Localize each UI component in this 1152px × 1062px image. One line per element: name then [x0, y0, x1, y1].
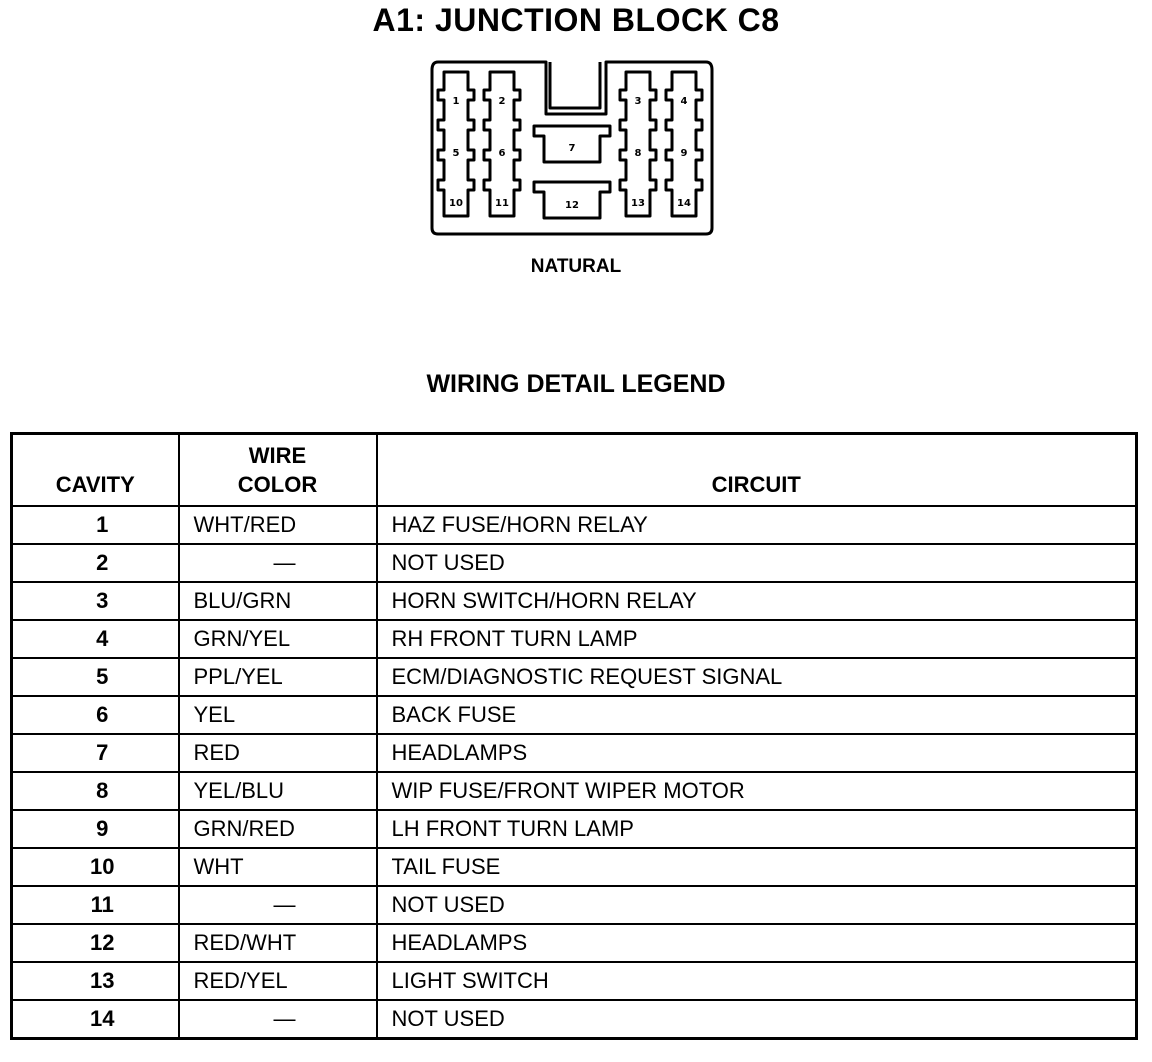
circuit-cell: WIP FUSE/FRONT WIPER MOTOR	[377, 772, 1137, 810]
cavity-label-7: 7	[568, 143, 576, 154]
legend-body	[12, 506, 1137, 1039]
cavity-cell: 5	[12, 658, 179, 696]
terminal-column-left-1	[438, 72, 474, 216]
legend-row	[12, 1000, 1137, 1039]
cavity-label-11: 11	[495, 198, 509, 209]
legend-row	[12, 620, 1137, 658]
connector-center-key	[550, 62, 600, 108]
circuit-cell: HORN SWITCH/HORN RELAY	[377, 582, 1137, 620]
wire-color-cell: RED	[179, 734, 377, 772]
circuit-cell: NOT USED	[377, 886, 1137, 924]
circuit-cell: BACK FUSE	[377, 696, 1137, 734]
wire-color-cell: GRN/RED	[179, 810, 377, 848]
circuit-cell: NOT USED	[377, 544, 1137, 582]
cavity-cell: 9	[12, 810, 179, 848]
cavity-cell: 13	[12, 962, 179, 1000]
legend-row	[12, 506, 1137, 544]
cavity-cell: 4	[12, 620, 179, 658]
wire-color-cell: YEL/BLU	[179, 772, 377, 810]
header-circuit: CIRCUIT	[377, 434, 1137, 507]
circuit-cell: ECM/DIAGNOSTIC REQUEST SIGNAL	[377, 658, 1137, 696]
wire-color-cell: —	[179, 886, 377, 924]
legend-row	[12, 658, 1137, 696]
wire-color-cell: WHT	[179, 848, 377, 886]
cavity-cell: 1	[12, 506, 179, 544]
wire-color-cell: YEL	[179, 696, 377, 734]
header-cavity: CAVITY	[12, 434, 179, 507]
cavity-label-13: 13	[631, 198, 645, 209]
circuit-cell: LH FRONT TURN LAMP	[377, 810, 1137, 848]
legend-row	[12, 544, 1137, 582]
cavity-label-3: 3	[634, 96, 642, 107]
legend-row	[12, 924, 1137, 962]
wire-color-cell: BLU/GRN	[179, 582, 377, 620]
terminal-column-left-2	[484, 72, 520, 216]
connector-color-label: NATURAL	[530, 256, 622, 277]
cavity-label-14: 14	[677, 198, 691, 209]
legend-row	[12, 772, 1137, 810]
legend-header-row	[12, 434, 1137, 507]
header-wire-color: WIRE COLOR	[179, 434, 377, 507]
junction-block-connector-illustration	[428, 56, 716, 240]
circuit-cell: TAIL FUSE	[377, 848, 1137, 886]
circuit-cell: RH FRONT TURN LAMP	[377, 620, 1137, 658]
legend-row	[12, 582, 1137, 620]
legend-row	[12, 810, 1137, 848]
legend-row	[12, 734, 1137, 772]
wire-color-cell: RED/YEL	[179, 962, 377, 1000]
cavity-cell: 10	[12, 848, 179, 886]
cavity-label-12: 12	[565, 200, 579, 211]
cavity-label-8: 8	[634, 148, 642, 159]
legend-row	[12, 696, 1137, 734]
wiring-legend-table	[10, 432, 1138, 1040]
legend-title: WIRING DETAIL LEGEND	[426, 370, 726, 398]
wire-color-cell: GRN/YEL	[179, 620, 377, 658]
cavity-label-2: 2	[498, 96, 506, 107]
wire-color-cell: PPL/YEL	[179, 658, 377, 696]
cavity-label-4: 4	[680, 96, 688, 107]
cavity-cell: 2	[12, 544, 179, 582]
legend-row	[12, 962, 1137, 1000]
legend-row	[12, 848, 1137, 886]
cavity-cell: 3	[12, 582, 179, 620]
wire-color-cell: WHT/RED	[179, 506, 377, 544]
cavity-cell: 11	[12, 886, 179, 924]
circuit-cell: HEADLAMPS	[377, 924, 1137, 962]
wire-color-cell: —	[179, 1000, 377, 1039]
cavity-cell: 8	[12, 772, 179, 810]
terminal-column-right-2	[666, 72, 702, 216]
cavity-cell: 14	[12, 1000, 179, 1039]
diagram-title: A1: JUNCTION BLOCK C8	[372, 2, 780, 38]
cavity-label-9: 9	[680, 148, 688, 159]
circuit-cell: HEADLAMPS	[377, 734, 1137, 772]
cavity-cell: 6	[12, 696, 179, 734]
cavity-label-5: 5	[452, 148, 460, 159]
cavity-label-10: 10	[449, 198, 463, 209]
wire-color-cell: —	[179, 544, 377, 582]
terminal-column-right-1	[620, 72, 656, 216]
circuit-cell: HAZ FUSE/HORN RELAY	[377, 506, 1137, 544]
cavity-cell: 7	[12, 734, 179, 772]
legend-row	[12, 886, 1137, 924]
cavity-cell: 12	[12, 924, 179, 962]
wire-color-cell: RED/WHT	[179, 924, 377, 962]
circuit-cell: NOT USED	[377, 1000, 1137, 1039]
cavity-label-6: 6	[498, 148, 506, 159]
circuit-cell: LIGHT SWITCH	[377, 962, 1137, 1000]
cavity-label-1: 1	[452, 96, 460, 107]
